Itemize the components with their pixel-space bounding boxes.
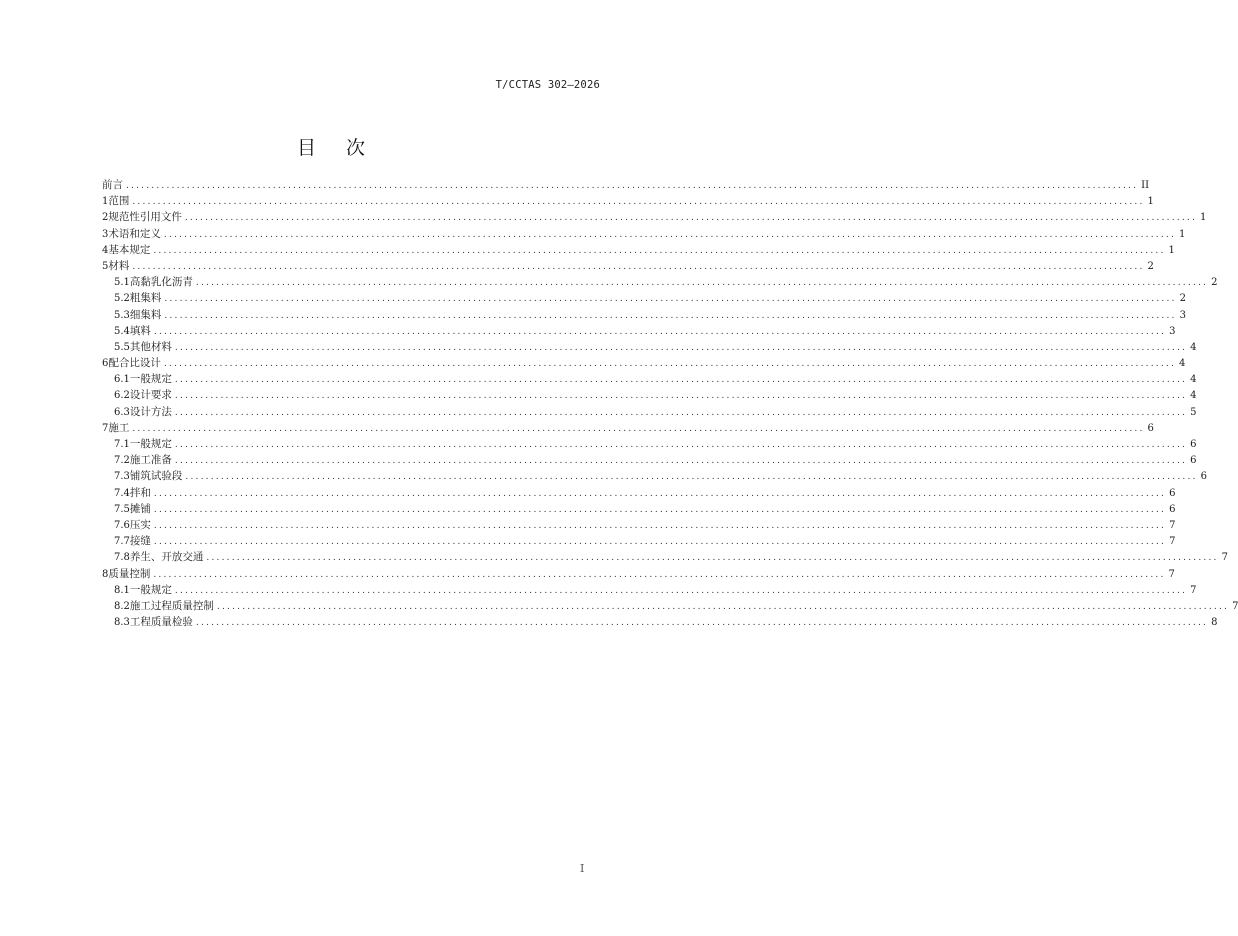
toc-entry-label: 材料 xyxy=(108,259,130,272)
footer-page-number: I xyxy=(580,862,585,875)
toc-entry-label: 前言 xyxy=(102,179,123,191)
toc-entry-number: 5.2 xyxy=(114,293,130,305)
toc-leader-dots: ........................................................................................................................................................................................................ xyxy=(184,213,1198,224)
toc-entry-page: 7 xyxy=(1169,519,1176,531)
toc-entry-page: 1 xyxy=(1179,228,1186,240)
toc-leader-dots: ........................................................................................................................................................................................................ xyxy=(163,229,1177,240)
toc-leader-dots: ........................................................................................................................................................................................................ xyxy=(216,601,1230,612)
toc-entry-number: 6.1 xyxy=(114,374,130,386)
toc-leader-dots: ........................................................................................................................................................................................................ xyxy=(163,359,1177,370)
page-title: 目次 xyxy=(296,137,395,159)
toc-leader-dots: ........................................................................................................................................................................................................ xyxy=(174,407,1188,418)
toc-leader-dots: ........................................................................................................................................................................................................ xyxy=(174,440,1188,450)
toc-entry-number: 7.4 xyxy=(114,487,130,499)
toc-entry-label: 一般规定 xyxy=(129,373,172,386)
toc-entry-label: 养生、开放交通 xyxy=(129,551,204,564)
toc-entry-number: 7.5 xyxy=(114,503,130,515)
toc-entry-page: II xyxy=(1141,180,1150,191)
toc-entry[interactable] xyxy=(102,582,1197,598)
toc-entry[interactable] xyxy=(102,485,1176,501)
toc-entry-page: 6 xyxy=(1190,439,1197,450)
toc-entry[interactable] xyxy=(102,193,1154,209)
toc-entry[interactable] xyxy=(102,501,1176,517)
toc-entry-page: 3 xyxy=(1169,325,1176,337)
toc-entry-page: 4 xyxy=(1190,341,1197,353)
toc-entry-page: 2 xyxy=(1211,277,1218,289)
toc-leader-dots: ........................................................................................................................................................................................................ xyxy=(153,504,1167,515)
standard-code: T/CCTAS 302—2026 xyxy=(495,79,600,91)
toc-leader-dots: ........................................................................................................................................................................................................ xyxy=(153,326,1167,337)
toc-entry-label: 拌和 xyxy=(129,486,151,499)
toc-entry[interactable] xyxy=(102,323,1176,339)
toc-leader-dots: ........................................................................................................................................................................................................ xyxy=(164,294,1177,305)
toc-entry[interactable] xyxy=(102,242,1175,258)
toc-entry-page: 2 xyxy=(1179,293,1186,305)
toc-leader-dots: ........................................................................................................................................................................................................ xyxy=(126,181,1139,191)
toc-entry-number: 7.7 xyxy=(114,536,130,548)
toc-entry-label: 摊铺 xyxy=(129,502,151,515)
toc-entry-page: 4 xyxy=(1190,390,1197,402)
toc-entry-number: 8 xyxy=(102,568,109,580)
toc-entry[interactable] xyxy=(102,307,1186,323)
toc-entry-page: 6 xyxy=(1169,487,1176,499)
toc-entry[interactable] xyxy=(102,549,1228,565)
toc-entry-label: 一般规定 xyxy=(129,438,172,450)
toc-entry-number: 3 xyxy=(102,228,109,240)
toc-leader-dots: ........................................................................................................................................................................................................ xyxy=(195,618,1209,629)
toc-entry-label: 配合比设计 xyxy=(108,357,161,370)
toc-entry-page: 1 xyxy=(1200,212,1207,224)
toc-entry[interactable] xyxy=(102,598,1238,614)
toc-entry-label: 粗集料 xyxy=(129,292,162,305)
toc-entry-number: 4 xyxy=(102,244,109,256)
toc-entry-number: 7.2 xyxy=(114,455,130,467)
toc-entry-number: 2 xyxy=(102,212,109,224)
toc-entry-number: 5.4 xyxy=(114,325,130,337)
toc-entry[interactable] xyxy=(102,533,1176,549)
toc-entry-page: 7 xyxy=(1232,600,1238,612)
toc-entry[interactable] xyxy=(102,355,1186,371)
toc-leader-dots: ........................................................................................................................................................................................................ xyxy=(185,472,1198,483)
toc-leader-dots: ........................................................................................................................................................................................................ xyxy=(174,391,1188,402)
toc-entry-number: 8.2 xyxy=(114,600,130,612)
toc-entry-page: 7 xyxy=(1190,584,1197,596)
toc-entry-number: 5.5 xyxy=(114,341,130,353)
toc-entry-page: 7 xyxy=(1168,568,1175,580)
toc-entry[interactable] xyxy=(102,566,1175,582)
toc-entry-number: 5 xyxy=(102,260,109,272)
toc-leader-dots: ........................................................................................................................................................................................................ xyxy=(174,375,1188,386)
toc-leader-dots: ........................................................................................................................................................................................................ xyxy=(174,585,1188,596)
toc-entry-label: 施工准备 xyxy=(129,454,172,467)
toc-entry-label: 设计方法 xyxy=(129,405,172,418)
table-of-contents xyxy=(102,177,1238,630)
toc-entry[interactable] xyxy=(102,468,1207,484)
toc-entry-label: 其他材料 xyxy=(129,340,172,353)
toc-entry-page: 4 xyxy=(1179,358,1186,370)
toc-entry-number: 5.3 xyxy=(114,309,130,321)
toc-entry-label: 术语和定义 xyxy=(108,227,161,240)
toc-entry[interactable] xyxy=(102,387,1197,403)
toc-entry-label: 一般规定 xyxy=(129,583,172,596)
toc-entry-page: 4 xyxy=(1190,374,1197,386)
toc-leader-dots: ........................................................................................................................................................................................................ xyxy=(153,569,1166,580)
toc-entry-number: 8.3 xyxy=(114,617,130,629)
toc-entry[interactable] xyxy=(102,404,1197,420)
toc-entry-label: 设计要求 xyxy=(129,389,172,402)
toc-entry[interactable] xyxy=(102,209,1207,225)
toc-entry[interactable] xyxy=(102,290,1186,306)
toc-entry-label: 质量控制 xyxy=(108,567,151,580)
toc-entry-label: 铺筑试验段 xyxy=(129,470,183,483)
toc-entry-number: 1 xyxy=(102,196,109,208)
toc-entry[interactable] xyxy=(102,177,1150,193)
toc-entry-label: 填料 xyxy=(129,324,151,337)
toc-entry-page: 8 xyxy=(1211,617,1218,629)
toc-entry-label: 接缝 xyxy=(129,535,151,548)
toc-entry-number: 7.8 xyxy=(114,552,130,564)
toc-entry[interactable] xyxy=(102,420,1154,436)
toc-entry-number: 5.1 xyxy=(114,277,130,289)
toc-entry[interactable] xyxy=(102,517,1176,533)
toc-entry-number: 7 xyxy=(102,422,109,434)
toc-entry[interactable] xyxy=(102,371,1197,387)
toc-leader-dots: ........................................................................................................................................................................................................ xyxy=(153,245,1166,256)
toc-leader-dots: ........................................................................................................................................................................................................ xyxy=(164,310,1177,321)
toc-entry-label: 工程质量检验 xyxy=(129,616,193,629)
toc-entry-number: 8.1 xyxy=(114,584,130,596)
toc-leader-dots: ........................................................................................................................................................................................................ xyxy=(206,553,1219,564)
toc-leader-dots: ........................................................................................................................................................................................................ xyxy=(153,537,1167,548)
toc-entry-number: 6 xyxy=(102,358,109,370)
toc-entry[interactable] xyxy=(102,258,1154,274)
toc-entry-label: 施工过程质量控制 xyxy=(129,599,214,612)
toc-entry-page: 7 xyxy=(1221,552,1228,564)
toc-leader-dots: ........................................................................................................................................................................................................ xyxy=(132,197,1145,208)
toc-entry-label: 高黏乳化沥青 xyxy=(129,276,193,289)
toc-leader-dots: ........................................................................................................................................................................................................ xyxy=(174,456,1188,467)
toc-entry-page: 1 xyxy=(1168,244,1175,256)
toc-entry-page: 6 xyxy=(1190,455,1197,467)
toc-entry-page: 1 xyxy=(1147,196,1154,208)
toc-entry-page: 6 xyxy=(1169,503,1176,515)
toc-entry-page: 7 xyxy=(1169,536,1176,548)
toc-entry-number: 7.1 xyxy=(114,439,130,450)
toc-entry-page: 5 xyxy=(1190,406,1197,418)
toc-leader-dots: ........................................................................................................................................................................................................ xyxy=(132,423,1145,434)
toc-leader-dots: ........................................................................................................................................................................................................ xyxy=(153,520,1167,531)
toc-entry-label: 施工 xyxy=(108,421,130,434)
toc-entry-page: 3 xyxy=(1179,309,1186,321)
toc-entry[interactable] xyxy=(102,274,1218,290)
toc-entry[interactable] xyxy=(102,452,1197,468)
toc-entry-number: 6.2 xyxy=(114,390,130,402)
toc-leader-dots: ........................................................................................................................................................................................................ xyxy=(195,278,1209,289)
toc-leader-dots: ........................................................................................................................................................................................................ xyxy=(153,488,1167,499)
toc-entry[interactable] xyxy=(102,614,1218,630)
toc-leader-dots: ........................................................................................................................................................................................................ xyxy=(174,342,1188,353)
toc-entry-page: 6 xyxy=(1200,471,1207,483)
toc-entry-number: 6.3 xyxy=(114,406,130,418)
toc-entry[interactable] xyxy=(102,339,1197,355)
toc-entry-label: 基本规定 xyxy=(108,243,151,256)
toc-entry-label: 压实 xyxy=(129,518,151,531)
toc-entry-number: 7.6 xyxy=(114,519,130,531)
toc-entry-label: 细集料 xyxy=(129,308,162,321)
toc-entry-page: 6 xyxy=(1147,422,1154,434)
toc-entry-label: 规范性引用文件 xyxy=(108,211,182,224)
toc-entry[interactable] xyxy=(102,226,1186,242)
toc-entry-page: 2 xyxy=(1147,260,1154,272)
toc-entry[interactable] xyxy=(102,436,1197,452)
toc-entry-number: 7.3 xyxy=(114,471,130,483)
toc-leader-dots: ........................................................................................................................................................................................................ xyxy=(132,261,1145,272)
toc-entry-label: 范围 xyxy=(108,195,130,208)
